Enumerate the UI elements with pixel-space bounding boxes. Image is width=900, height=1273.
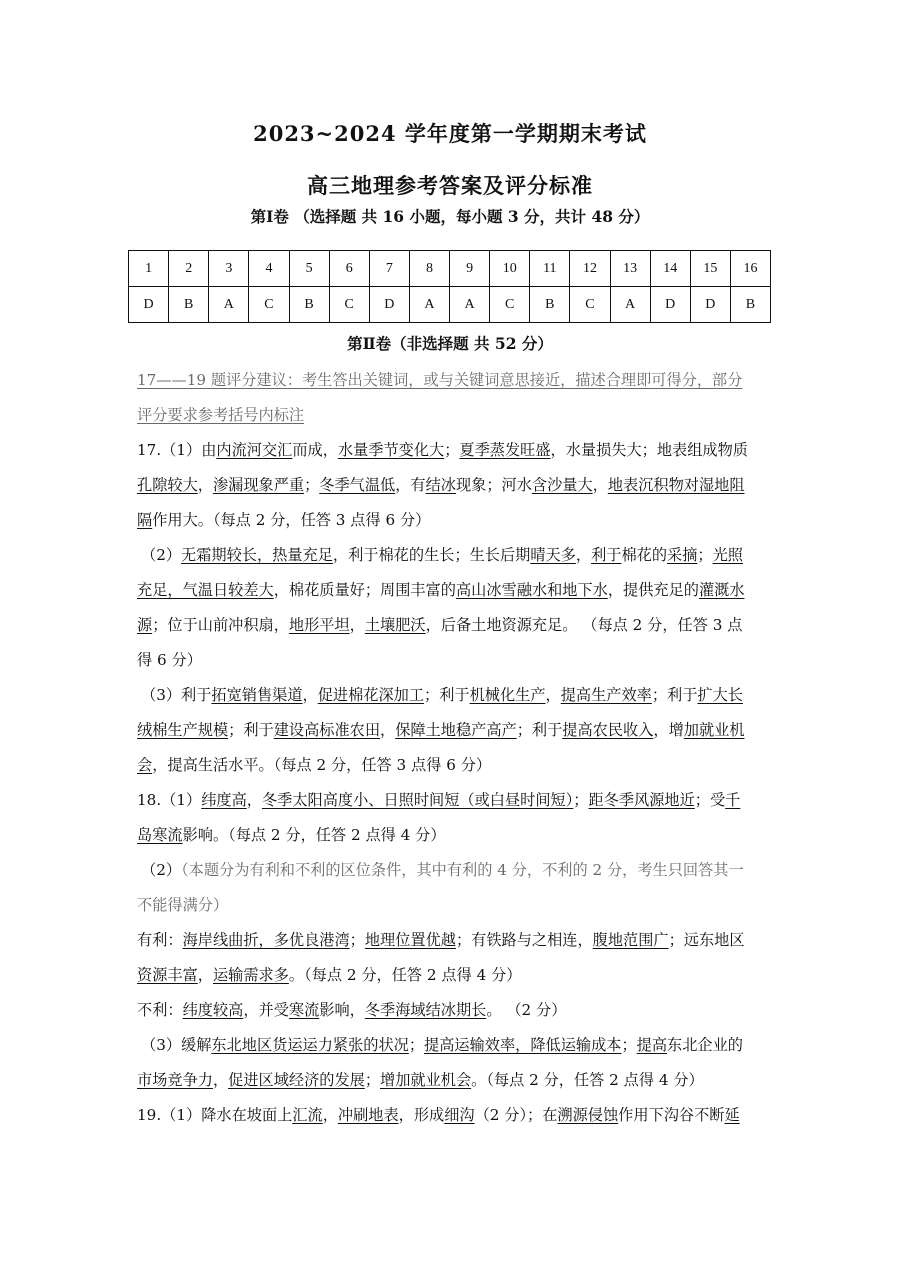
text-line (137, 1098, 765, 1133)
answer-cell: B (289, 287, 329, 323)
text-line (137, 538, 765, 573)
question-number-cell: 3 (209, 251, 249, 287)
key-term: 海岸线曲折，多优良港湾 (182, 931, 350, 949)
section-1-heading: 第Ⅰ卷 （选择题 共 16 小题，每小题 3 分，共计 48 分） (250, 207, 650, 226)
key-term: 17——19 题评分建议：考生答出关键词，或与关键词意思接近，描述合理即可得分，部分 (137, 371, 743, 389)
text-segment: 而成， (292, 441, 338, 459)
key-term: 土壤肥沃 (364, 616, 426, 634)
key-term: 市场竞争力 (137, 1071, 213, 1089)
text-segment: 有利： (137, 931, 183, 949)
answer-cell: C (490, 287, 530, 323)
text-line (137, 608, 765, 643)
text-segment: ，棉花质量好；周围丰富的 (273, 581, 456, 599)
answer-table-number-row (129, 251, 771, 287)
key-term: 地理位置优越 (364, 931, 456, 949)
text-line (137, 433, 765, 468)
answer-cell: A (610, 287, 650, 323)
key-term: 夏季蒸发旺盛 (459, 441, 551, 459)
text-segment: ； (621, 1036, 637, 1054)
question-number-cell: 15 (690, 251, 730, 287)
text-segment: 得 6 分） (137, 651, 202, 669)
key-term: 内流河交汇 (216, 441, 293, 459)
question-number-cell: 5 (289, 251, 329, 287)
text-segment: 19.（1）降水在坡面上 (137, 1106, 293, 1124)
key-term: 充足，气温日较差大 (137, 581, 274, 599)
text-line (137, 678, 765, 713)
answer-cell: B (730, 287, 770, 323)
key-term: 加就业机 (683, 721, 745, 739)
text-line (137, 398, 765, 433)
text-line (137, 1028, 765, 1063)
key-term: 提高生产效率 (560, 686, 652, 704)
key-term: 保障土地稳产高产 (395, 721, 517, 739)
text-segment: ；利于 (228, 721, 274, 739)
key-term: 结冰 (425, 476, 456, 494)
key-term: 汇流 (292, 1106, 323, 1124)
text-segment: ； (573, 791, 589, 809)
key-term: 机械化生产 (469, 686, 546, 704)
key-term: 提高运输效率，降低运输成本 (424, 1036, 622, 1054)
text-segment: ， (349, 616, 365, 634)
question-number-cell: 12 (570, 251, 610, 287)
question-number-cell: 2 (169, 251, 209, 287)
text-segment: ， (545, 686, 561, 704)
text-line (137, 888, 765, 923)
text-line (137, 853, 765, 888)
text-segment: 。（每点 2 分，任答 2 点得 4 分） (471, 1071, 704, 1089)
text-segment: ，有 (395, 476, 426, 494)
key-term: 延 (724, 1106, 740, 1124)
text-segment: 作用大。（每点 2 分，任答 3 点得 6 分） (152, 511, 431, 529)
key-term: 溯源侵蚀 (557, 1106, 619, 1124)
key-term: 光照 (712, 546, 743, 564)
key-term: 无霜期较长，热量充足 (181, 546, 333, 564)
answer-table-answer-row (129, 287, 771, 323)
key-term: 纬度高 (201, 791, 247, 809)
text-line (137, 468, 765, 503)
key-term: 提高农民收入 (562, 721, 654, 739)
question-number-cell: 6 (329, 251, 369, 287)
text-segment: ， (575, 546, 592, 564)
key-term: 地表沉积物对湿地阻 (607, 476, 745, 494)
text-line (137, 748, 765, 783)
text-segment: 影响。（每点 2 分，任答 2 点得 4 分） (182, 826, 446, 844)
text-segment: ，后备土地资源充足。 （每点 2 分，任答 3 点 (425, 616, 743, 634)
text-segment: ， (302, 686, 318, 704)
question-number-cell: 14 (650, 251, 690, 287)
text-segment: 不利： (137, 1001, 183, 1019)
key-term: 灌溉水 (698, 581, 745, 599)
text-segment: ； (304, 476, 320, 494)
key-term: 冬季太阳高度小、日照时间短（或白昼时间短） (261, 791, 574, 809)
text-segment: ；有铁路与之相连， (455, 931, 593, 949)
answer-cell: B (169, 287, 209, 323)
text-line (137, 573, 765, 608)
key-term: 细沟 (444, 1106, 475, 1124)
text-segment: ， (197, 966, 213, 984)
key-term: 千 (725, 791, 741, 809)
text-segment: 18.（1） (137, 791, 202, 809)
answer-cell: D (650, 287, 690, 323)
key-term: 孔隙较大 (137, 476, 198, 494)
text-segment: 现象；河水 (455, 476, 532, 494)
answer-cell: D (369, 287, 409, 323)
key-term: 评分要求参考括号内标注 (137, 406, 305, 424)
key-term: 采摘 (667, 546, 698, 564)
question-number-cell: 8 (409, 251, 449, 287)
text-line (137, 783, 765, 818)
key-term: 利于 (591, 546, 622, 564)
text-segment: ，并受 (243, 1001, 289, 1019)
key-term: 绒棉生产规模 (137, 721, 229, 739)
answer-cell: C (249, 287, 289, 323)
text-segment: ；受 (694, 791, 726, 809)
key-term: 促进区域经济的发展 (228, 1071, 365, 1089)
key-term: 拓宽销售渠道 (211, 686, 303, 704)
key-term: 会 (137, 756, 153, 774)
text-line (137, 923, 765, 958)
key-term: 资源丰富 (137, 966, 198, 984)
answer-cell: C (329, 287, 369, 323)
key-term: 含沙量大 (531, 476, 593, 494)
text-segment: ；位于山前冲积扇， (152, 616, 289, 634)
key-term: 寒流 (288, 1001, 320, 1019)
text-segment: 不能得满分） (137, 896, 229, 914)
text-segment: ， (592, 476, 608, 494)
text-segment: ，利于棉花的生长；生长后期 (332, 546, 531, 564)
key-term: 增加就业机会 (380, 1071, 472, 1089)
text-segment: （3）利于 (141, 686, 212, 704)
question-number-cell: 1 (129, 251, 169, 287)
text-line (137, 363, 765, 398)
answer-cell: D (690, 287, 730, 323)
text-segment: （3）缓解 (141, 1036, 212, 1054)
text-segment: ； (408, 1036, 425, 1054)
key-term: 源 (137, 616, 153, 634)
text-line (137, 503, 765, 538)
text-line (137, 1063, 765, 1098)
text-segment: ， (322, 1106, 338, 1124)
text-segment: 影响， (319, 1001, 365, 1019)
key-term: 冬季气温低 (319, 476, 396, 494)
text-segment: 。（每点 2 分，任答 2 点得 4 分） (288, 966, 522, 984)
text-segment: ；利于 (516, 721, 563, 739)
answer-text-body (137, 363, 765, 1133)
key-term: 水量季节变化大 (337, 441, 445, 459)
key-term: 腹地范围广 (592, 931, 669, 949)
question-number-cell: 4 (249, 251, 289, 287)
key-term: 促进棉花深加工 (317, 686, 425, 704)
text-segment: ，形成 (398, 1106, 445, 1124)
text-line (137, 958, 765, 993)
text-segment: ，提供充足的 (607, 581, 699, 599)
text-segment: （2） (141, 546, 182, 564)
text-segment: （2） (141, 861, 182, 879)
key-term: 建设高标准农田 (273, 721, 380, 739)
text-line (137, 643, 765, 678)
text-line (137, 993, 765, 1028)
answer-cell: A (450, 287, 490, 323)
question-number-cell: 10 (490, 251, 530, 287)
exam-title: 2023~2024 学年度第一学期期末考试 (253, 121, 647, 146)
text-segment: ， (246, 791, 262, 809)
text-segment: 17.（1）由 (137, 441, 217, 459)
text-segment: ；利于 (651, 686, 698, 704)
question-number-cell: 7 (369, 251, 409, 287)
text-segment: ，增 (653, 721, 684, 739)
text-segment: 。 （2 分） (486, 1001, 567, 1019)
text-segment: ； (444, 441, 460, 459)
text-segment: ； (364, 1071, 380, 1089)
key-term: 东北地区货运运力紧张的状况 (211, 1036, 409, 1054)
answer-table (128, 250, 771, 323)
text-segment: （2 分）；在 (474, 1106, 558, 1124)
text-segment: ， (212, 1071, 229, 1089)
key-term: 晴天多 (530, 546, 576, 564)
text-segment: ，水量损失大；地表组成物质 (550, 441, 748, 459)
answer-cell: A (209, 287, 249, 323)
question-number-cell: 9 (450, 251, 490, 287)
text-segment: 作用下沟谷不断 (618, 1106, 725, 1124)
key-term: 岛寒流 (137, 826, 183, 844)
text-segment: 棉花的 (621, 546, 668, 564)
text-segment: ； (697, 546, 713, 564)
question-number-cell: 16 (730, 251, 770, 287)
answer-cell: C (570, 287, 610, 323)
text-segment: ；远东地区 (668, 931, 745, 949)
key-term: 提高 (636, 1036, 668, 1054)
section-2-heading: 第Ⅱ卷（非选择题 共 52 分） (347, 334, 553, 353)
text-line (137, 713, 765, 748)
text-segment: ；利于 (424, 686, 470, 704)
answer-cell: D (129, 287, 169, 323)
answer-cell: A (409, 287, 449, 323)
text-segment: ， (197, 476, 213, 494)
key-term: 地形平坦 (288, 616, 350, 634)
answer-cell: B (530, 287, 570, 323)
text-segment: ， (380, 721, 396, 739)
text-segment: 东北企业的 (667, 1036, 743, 1054)
key-term: 运输需求多 (212, 966, 289, 984)
key-term: 高山冰雪融水和地下水 (455, 581, 608, 599)
question-number-cell: 13 (610, 251, 650, 287)
text-segment: ，提高生活水平。（每点 2 分，任答 3 点得 6 分） (152, 756, 492, 774)
key-term: 渗漏现象严重 (212, 476, 305, 494)
key-term: 距冬季风源地近 (588, 791, 695, 809)
text-segment: ； (349, 931, 365, 949)
text-segment: （本题分为有利和不利的区位条件，其中有利的 4 分，不利的 2 分，考生只回答其一 (181, 861, 744, 879)
text-line (137, 818, 765, 853)
key-term: 纬度较高 (182, 1001, 244, 1019)
question-number-cell: 11 (530, 251, 570, 287)
key-term: 冬季海域结冰期长 (364, 1001, 487, 1019)
key-term: 冲刷地表 (337, 1106, 399, 1124)
exam-subtitle: 高三地理参考答案及评分标准 (307, 173, 593, 198)
key-term: 扩大长 (697, 686, 743, 704)
key-term: 隔 (137, 511, 153, 529)
